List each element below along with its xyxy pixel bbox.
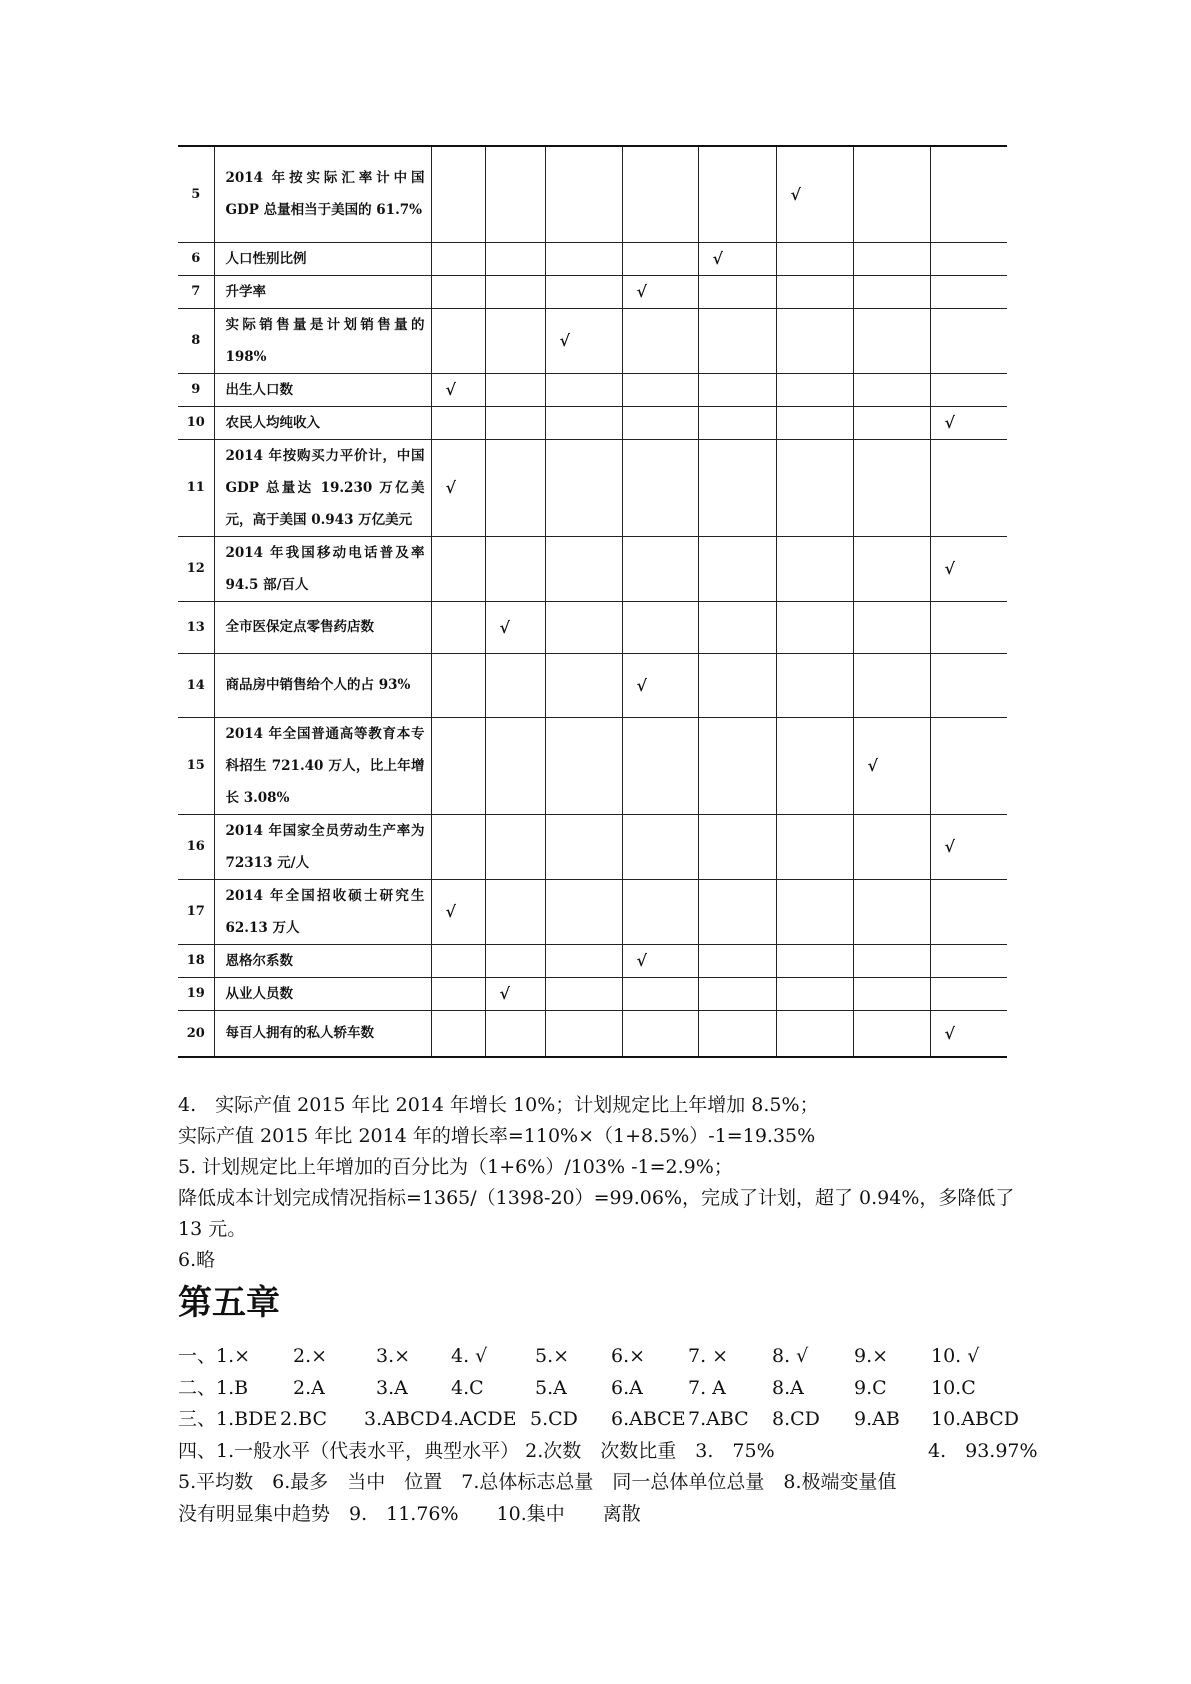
quiz-row-2 xyxy=(178,1373,1058,1405)
quiz-answer: 5.A xyxy=(535,1376,567,1399)
check-mark: √ xyxy=(698,242,776,275)
category-cell xyxy=(431,146,485,242)
category-cell xyxy=(485,373,545,406)
indicator-description: 商品房中销售给个人的占 93% xyxy=(214,653,431,717)
category-cell xyxy=(622,373,698,406)
category-cell xyxy=(431,653,485,717)
row-number: 9 xyxy=(178,373,214,406)
category-cell xyxy=(485,439,545,536)
category-cell xyxy=(776,536,853,601)
category-cell xyxy=(485,879,545,944)
quiz-row-1 xyxy=(178,1341,1058,1373)
category-cell xyxy=(776,717,853,814)
check-mark: √ xyxy=(930,536,1007,601)
category-cell xyxy=(698,717,776,814)
category-cell xyxy=(431,601,485,653)
answer-5-line-1: 5. 计划规定比上年增加的百分比为（1+6%）/103% -1=2.9%； xyxy=(178,1156,733,1178)
category-cell xyxy=(776,977,853,1010)
row-number: 15 xyxy=(178,717,214,814)
check-mark: √ xyxy=(545,308,622,373)
indicator-description: 2014 年国家全员劳动生产率为 72313 元/人 xyxy=(214,814,431,879)
category-cell xyxy=(545,439,622,536)
category-cell xyxy=(485,653,545,717)
row-number: 14 xyxy=(178,653,214,717)
indicator-description: 实际销售量是计划销售量的 198% xyxy=(214,308,431,373)
check-mark: √ xyxy=(930,1010,1007,1057)
category-cell xyxy=(776,373,853,406)
category-cell xyxy=(930,601,1007,653)
category-cell xyxy=(545,717,622,814)
quiz-answer: 8. √ xyxy=(772,1345,809,1367)
category-cell xyxy=(698,814,776,879)
category-cell xyxy=(485,146,545,242)
category-cell xyxy=(776,308,853,373)
quiz-answer: 9.× xyxy=(854,1345,889,1367)
quiz-answer: 5.CD xyxy=(530,1408,578,1430)
quiz-answer: 8.CD xyxy=(772,1408,820,1430)
category-cell xyxy=(930,717,1007,814)
row-number: 7 xyxy=(178,275,214,308)
answer-5-line-2: 降低成本计划完成情况指标=1365/（1398-20）=99.06%，完成了计划，超了 0.94%，多降低了 13 元。 xyxy=(178,1187,1015,1240)
category-cell xyxy=(698,275,776,308)
quiz-row-4-part-1: 四、1.一般水平（代表水平，典型水平） 2.次数 次数比重 3. 75% xyxy=(178,1439,775,1462)
category-cell xyxy=(698,536,776,601)
category-cell xyxy=(545,1010,622,1057)
row-number: 11 xyxy=(178,439,214,536)
category-cell xyxy=(930,275,1007,308)
quiz-row-6: 没有明显集中趋势 9. 11.76% 10.集中 离散 xyxy=(178,1502,641,1525)
category-cell xyxy=(930,242,1007,275)
table-row xyxy=(178,536,1007,601)
category-cell xyxy=(776,944,853,977)
answers-section xyxy=(178,1090,1028,1276)
category-cell xyxy=(853,601,930,653)
quiz-row-4-part-2: 4. 93.97% xyxy=(928,1439,1038,1462)
quiz-answer: 2.× xyxy=(293,1345,328,1367)
check-mark: √ xyxy=(853,717,930,814)
answer-4-line-2: 实际产值 2015 年比 2014 年的增长率=110%×（1+8.5%）-1=19.35% xyxy=(178,1125,816,1147)
indicator-description: 恩格尔系数 xyxy=(214,944,431,977)
check-mark: √ xyxy=(622,653,698,717)
check-mark: √ xyxy=(485,977,545,1010)
category-cell xyxy=(776,814,853,879)
row-number: 18 xyxy=(178,944,214,977)
category-cell xyxy=(853,879,930,944)
category-cell xyxy=(698,146,776,242)
check-mark: √ xyxy=(485,601,545,653)
category-cell xyxy=(698,406,776,439)
table-row xyxy=(178,653,1007,717)
indicator-description: 2014 年按实际汇率计中国 GDP 总量相当于美国的 61.7% xyxy=(214,146,431,242)
category-cell xyxy=(776,439,853,536)
indicator-description: 人口性别比例 xyxy=(214,242,431,275)
category-cell xyxy=(431,977,485,1010)
category-cell xyxy=(698,1010,776,1057)
category-cell xyxy=(431,944,485,977)
quiz-answer: 4.C xyxy=(451,1376,484,1399)
quiz-answer: 7. A xyxy=(688,1376,726,1399)
quiz-answer: 4.ACDE xyxy=(441,1408,517,1430)
table-row xyxy=(178,146,1007,242)
indicator-description: 农民人均纯收入 xyxy=(214,406,431,439)
row-number: 10 xyxy=(178,406,214,439)
category-cell xyxy=(485,242,545,275)
category-cell xyxy=(622,879,698,944)
indicator-description: 2014 年全国招收硕士研究生 62.13 万人 xyxy=(214,879,431,944)
category-cell xyxy=(545,879,622,944)
category-cell xyxy=(622,1010,698,1057)
table-row xyxy=(178,242,1007,275)
category-cell xyxy=(485,406,545,439)
quiz-answer: 10.C xyxy=(931,1376,976,1399)
quiz-row-3 xyxy=(178,1404,1058,1436)
category-cell xyxy=(485,1010,545,1057)
quiz-answer: 3.A xyxy=(376,1376,408,1399)
table-row xyxy=(178,879,1007,944)
check-mark: √ xyxy=(431,439,485,536)
indicator-description: 2014 年全国普通高等教育本专科招生 721.40 万人，比上年增长 3.08% xyxy=(214,717,431,814)
category-cell xyxy=(853,242,930,275)
indicator-description: 每百人拥有的私人轿车数 xyxy=(214,1010,431,1057)
quiz-answer: 7.ABC xyxy=(688,1408,749,1430)
quiz-answer: 一、1.× xyxy=(178,1345,251,1367)
category-cell xyxy=(698,944,776,977)
quiz-answer: 6.× xyxy=(611,1345,646,1367)
category-cell xyxy=(930,373,1007,406)
category-cell xyxy=(853,373,930,406)
category-cell xyxy=(853,146,930,242)
category-cell xyxy=(930,146,1007,242)
category-cell xyxy=(622,242,698,275)
row-number: 5 xyxy=(178,146,214,242)
category-cell xyxy=(622,439,698,536)
row-number: 13 xyxy=(178,601,214,653)
category-cell xyxy=(431,308,485,373)
category-cell xyxy=(930,439,1007,536)
category-cell xyxy=(698,653,776,717)
indicator-description: 2014 年我国移动电话普及率 94.5 部/百人 xyxy=(214,536,431,601)
category-cell xyxy=(485,944,545,977)
table-row xyxy=(178,439,1007,536)
category-cell xyxy=(485,275,545,308)
quiz-answer: 3.× xyxy=(376,1345,411,1367)
table-body xyxy=(178,146,1007,1057)
category-cell xyxy=(698,373,776,406)
table-row xyxy=(178,944,1007,977)
quiz-row-4 xyxy=(178,1436,1058,1468)
category-cell xyxy=(698,977,776,1010)
check-mark: √ xyxy=(776,146,853,242)
indicator-description: 升学率 xyxy=(214,275,431,308)
category-cell xyxy=(485,536,545,601)
category-cell xyxy=(545,814,622,879)
category-cell xyxy=(485,717,545,814)
category-cell xyxy=(853,406,930,439)
quiz-answer: 6.A xyxy=(611,1376,643,1399)
category-cell xyxy=(698,879,776,944)
indicator-description: 2014 年按购买力平价计，中国 GDP 总量达 19.230 万亿美元，高于美国 0.943 万亿美元 xyxy=(214,439,431,536)
quiz-answer: 7. × xyxy=(688,1345,729,1367)
category-cell xyxy=(622,308,698,373)
row-number: 12 xyxy=(178,536,214,601)
category-cell xyxy=(776,275,853,308)
category-cell xyxy=(545,977,622,1010)
row-number: 6 xyxy=(178,242,214,275)
quiz-answer: 6.ABCE xyxy=(611,1408,686,1430)
category-cell xyxy=(485,814,545,879)
category-cell xyxy=(930,879,1007,944)
category-cell xyxy=(776,653,853,717)
table-row xyxy=(178,814,1007,879)
category-cell xyxy=(930,653,1007,717)
quiz-answers xyxy=(178,1341,1058,1530)
table-row xyxy=(178,717,1007,814)
table-row xyxy=(178,373,1007,406)
table-row xyxy=(178,308,1007,373)
category-cell xyxy=(545,146,622,242)
table-row xyxy=(178,601,1007,653)
table-row xyxy=(178,406,1007,439)
quiz-answer: 2.A xyxy=(293,1376,325,1399)
check-mark: √ xyxy=(622,275,698,308)
indicator-description: 从业人员数 xyxy=(214,977,431,1010)
category-cell xyxy=(853,308,930,373)
quiz-answer: 10. √ xyxy=(931,1345,980,1367)
category-cell xyxy=(545,536,622,601)
category-cell xyxy=(776,1010,853,1057)
check-mark: √ xyxy=(930,406,1007,439)
quiz-answer: 2.BC xyxy=(280,1408,327,1430)
indicator-description: 出生人口数 xyxy=(214,373,431,406)
category-cell xyxy=(853,944,930,977)
category-cell xyxy=(431,242,485,275)
check-mark: √ xyxy=(622,944,698,977)
row-number: 8 xyxy=(178,308,214,373)
category-cell xyxy=(545,406,622,439)
category-cell xyxy=(545,653,622,717)
category-cell xyxy=(930,308,1007,373)
category-cell xyxy=(698,308,776,373)
category-cell xyxy=(622,814,698,879)
category-cell xyxy=(776,601,853,653)
category-cell xyxy=(431,275,485,308)
category-cell xyxy=(431,717,485,814)
quiz-answer: 8.A xyxy=(772,1376,804,1399)
answer-4-line-1: 4. 实际产值 2015 年比 2014 年增长 10%；计划规定比上年增加 8.5%； xyxy=(178,1094,819,1116)
category-cell xyxy=(622,536,698,601)
category-cell xyxy=(622,601,698,653)
row-number: 19 xyxy=(178,977,214,1010)
category-cell xyxy=(853,653,930,717)
category-cell xyxy=(622,406,698,439)
quiz-answer: 三、1.BDE xyxy=(178,1408,278,1430)
category-cell xyxy=(698,439,776,536)
category-cell xyxy=(698,601,776,653)
check-mark: √ xyxy=(431,879,485,944)
quiz-answer: 3.ABCD xyxy=(364,1408,440,1430)
category-cell xyxy=(545,242,622,275)
quiz-answer: 4. √ xyxy=(451,1345,488,1367)
category-cell xyxy=(930,944,1007,977)
category-cell xyxy=(545,275,622,308)
answer-6: 6.略 xyxy=(178,1249,216,1271)
quiz-answer: 9.C xyxy=(854,1376,887,1399)
category-cell xyxy=(545,944,622,977)
category-cell xyxy=(622,977,698,1010)
quiz-answer: 二、1.B xyxy=(178,1376,249,1399)
category-cell xyxy=(930,977,1007,1010)
table-row xyxy=(178,1010,1007,1057)
table-row xyxy=(178,275,1007,308)
category-cell xyxy=(431,406,485,439)
table-row xyxy=(178,977,1007,1010)
category-cell xyxy=(853,536,930,601)
category-cell xyxy=(853,814,930,879)
row-number: 17 xyxy=(178,879,214,944)
check-mark: √ xyxy=(431,373,485,406)
check-mark: √ xyxy=(930,814,1007,879)
row-number: 20 xyxy=(178,1010,214,1057)
chapter-title: 第五章 xyxy=(178,1283,280,1323)
quiz-answer: 5.× xyxy=(535,1345,570,1367)
quiz-answer: 9.AB xyxy=(854,1408,900,1430)
category-cell xyxy=(485,308,545,373)
row-number: 16 xyxy=(178,814,214,879)
category-cell xyxy=(622,146,698,242)
category-cell xyxy=(853,275,930,308)
category-cell xyxy=(853,1010,930,1057)
category-cell xyxy=(431,536,485,601)
category-cell xyxy=(853,977,930,1010)
category-cell xyxy=(776,879,853,944)
category-cell xyxy=(545,601,622,653)
category-cell xyxy=(622,717,698,814)
indicator-classification-table xyxy=(178,145,1007,1058)
category-cell xyxy=(545,373,622,406)
category-cell xyxy=(431,814,485,879)
quiz-row-5: 5.平均数 6.最多 当中 位置 7.总体标志总量 同一总体单位总量 8.极端变量值 xyxy=(178,1471,897,1493)
category-cell xyxy=(431,1010,485,1057)
indicator-description: 全市医保定点零售药店数 xyxy=(214,601,431,653)
category-cell xyxy=(853,439,930,536)
quiz-answer: 10.ABCD xyxy=(931,1408,1020,1430)
category-cell xyxy=(776,242,853,275)
category-cell xyxy=(776,406,853,439)
